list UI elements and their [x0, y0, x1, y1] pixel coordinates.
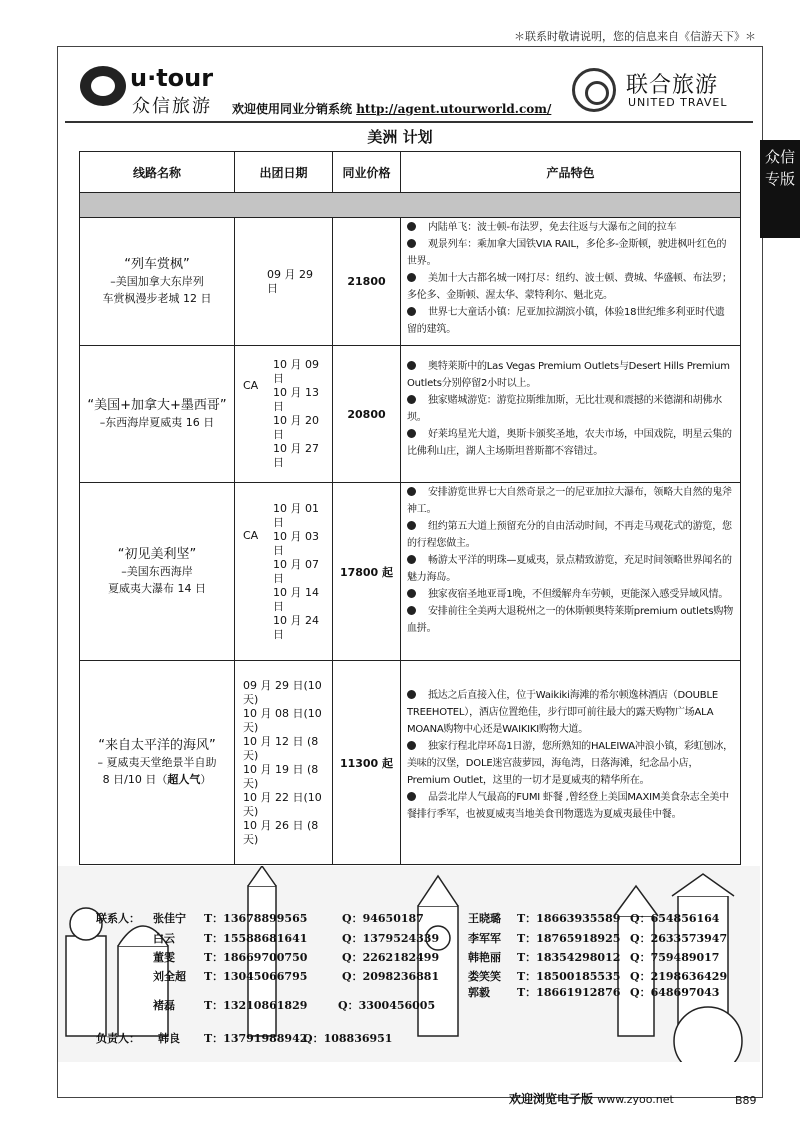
contact-label: 联系人：	[96, 912, 140, 925]
bullet-icon	[407, 429, 416, 438]
feature-item: 美加十大古都名城一网打尽：纽约、波士顿、费城、华盛顿、布法罗；多伦多、金斯顿、渥太华、蒙特利尔、魁北克。	[407, 273, 732, 301]
price-cell: 17800 起	[333, 483, 401, 661]
features-cell	[401, 661, 741, 865]
contact-name: 王晓璐	[468, 912, 501, 925]
departure-date: 10 月 26 日 (8 天)	[243, 818, 319, 846]
contact-phone: T：13045066795	[204, 970, 308, 983]
utour-logo-icon	[80, 66, 126, 106]
col-price: 同业价格	[333, 152, 401, 193]
route-title: “来自太平洋的海风”	[98, 738, 216, 753]
utour-logo-en: u·tour	[130, 64, 214, 92]
col-features: 产品特色	[401, 152, 741, 193]
departure-date: 10 月 14 日	[273, 585, 319, 613]
table-row	[80, 346, 741, 483]
departure-date: 10 月 03 日	[273, 529, 319, 557]
route-subtitle: –美国加拿大东岸列	[110, 275, 204, 288]
contact-phone: T：15588681641	[204, 932, 308, 945]
contact-phone: T：18500185535	[517, 970, 621, 983]
bullet-icon	[407, 690, 416, 699]
bullet-icon	[407, 792, 416, 801]
welcome-banner	[232, 100, 551, 117]
price-cell: 11300 起	[333, 661, 401, 865]
footer-ebook: 电子版	[557, 1092, 594, 1106]
departure-date: 10 月 01 日	[273, 501, 319, 529]
manager-name: 韩良	[158, 1032, 180, 1045]
feature-item: 奥特莱斯中的Las Vegas Premium Outlets与Desert Hills Premium Outlets分别停留2小时以上。	[407, 361, 730, 389]
col-route: 线路名称	[80, 152, 235, 193]
footer-site[interactable]: www.zyoo.net	[597, 1093, 674, 1106]
bullet-icon	[407, 521, 416, 530]
table-row	[80, 661, 741, 865]
route-title: “初见美利坚”	[117, 547, 197, 562]
departure-dates-cell	[235, 346, 333, 483]
bullet-icon	[407, 589, 416, 598]
route-name-cell	[80, 661, 235, 865]
contact-phone: T：13210861829	[204, 999, 308, 1012]
itinerary-table	[79, 151, 741, 865]
route-name-cell	[80, 218, 235, 346]
plan-title: 美洲 计划	[367, 128, 433, 146]
price-cell: 20800	[333, 346, 401, 483]
welcome-text: 欢迎使用同业分销系统	[232, 102, 353, 116]
col-date: 出团日期	[235, 152, 333, 193]
bullet-icon	[407, 395, 416, 404]
feature-item: 品尝北岸人气最高的FUMI 虾餐 ,曾经登上美国MAXIM美食杂志全美中餐排行季军，也被夏威夷当地美食刊物選选为夏威夷最佳中餐。	[407, 792, 729, 820]
contact-name: 董雯	[153, 951, 175, 964]
bullet-icon	[407, 555, 416, 564]
contact-name: 褚磊	[153, 999, 175, 1012]
departure-date: 10 月 19 日 (8 天)	[243, 762, 319, 790]
gray-band	[80, 193, 741, 218]
hot-tag: 超人气	[167, 773, 201, 786]
bullet-icon	[407, 222, 416, 231]
united-travel-logo	[572, 66, 742, 116]
bullet-icon	[407, 606, 416, 615]
contact-qq: Q：1379524339	[342, 932, 440, 945]
route-subtitle: 夏威夷大瀑布 14 日	[108, 582, 206, 595]
contact-qq: Q：654856164	[630, 912, 720, 925]
feature-item: 安排游览世界七大自然奇景之一的尼亚加拉大瀑布，领略大自然的鬼斧神工。	[407, 487, 732, 515]
route-subtitle: –美国东西海岸	[121, 565, 193, 578]
manager-qq: Q：108836951	[303, 1032, 393, 1045]
bullet-icon	[407, 307, 416, 316]
departure-date: 10 月 12 日 (8 天)	[243, 734, 319, 762]
departure-dates-cell	[235, 483, 333, 661]
bullet-icon	[407, 741, 416, 750]
feature-item: 观景列车：乘加拿大国铁VIA RAIL，多伦多-金斯顿，驶进枫叶红色的世界。	[407, 239, 727, 267]
contact-name: 李军军	[468, 932, 501, 945]
departure-date: 10 月 27 日	[273, 442, 319, 469]
header-divider	[65, 121, 753, 123]
contact-name: 刘全超	[153, 970, 186, 983]
route-subtitle: – 夏威夷天堂绝景半自助	[97, 756, 217, 769]
united-travel-logo-icon	[572, 68, 616, 112]
table-header-row	[80, 152, 741, 193]
source-note: ＊联系时敬请说明，您的信息来自《信游天下》＊	[514, 30, 756, 43]
route-name-cell	[80, 483, 235, 661]
departure-date: 09 月 29 日(10 天)	[243, 678, 322, 706]
contact-qq: Q：2198636429	[630, 970, 728, 983]
departure-date: 10 月 07 日	[273, 557, 319, 585]
airline-code: CA	[243, 378, 259, 392]
route-name-cell	[80, 346, 235, 483]
contact-name: 韩艳丽	[468, 951, 501, 964]
route-title: “列车赏枫”	[124, 257, 190, 272]
contact-qq: Q：2098236881	[342, 970, 440, 983]
side-tab: 众信专版	[760, 140, 800, 238]
features-cell	[401, 346, 741, 483]
contact-name: 娄笑笑	[468, 970, 501, 983]
price-cell: 21800	[333, 218, 401, 346]
feature-item: 纽约第五大道上预留充分的自由活动时间，不再走马观花式的游览，您的行程您做主。	[407, 521, 732, 549]
table-row	[80, 218, 741, 346]
route-subtitle: 车赏枫漫步老城 12 日	[102, 292, 212, 305]
feature-item: 安排前往全美两大退税州之一的休斯顿奥特莱斯premium outlets购物血拼。	[407, 606, 734, 634]
contact-qq: Q：3300456005	[338, 999, 436, 1012]
feature-item: 独家赌城游览：游览拉斯维加斯，无比壮观和震撼的米德湖和胡佛水坝。	[407, 395, 722, 423]
departure-date: 10 月 09 日	[273, 358, 319, 385]
features-cell	[401, 483, 741, 661]
feature-item: 独家行程北岸环岛1日游，您所熟知的HALEIWA冲浪小镇，彩虹刨冰，美味的汉堡，DOLE迷宫菠萝园，海龟湾，日落海滩，纪念品小店，Premium Outlet，这里的一切才是夏威夷的精华所在。	[407, 741, 733, 786]
departure-date: 09 月 29 日	[267, 267, 313, 295]
contact-phone: T：18669700750	[204, 951, 308, 964]
bullet-icon	[407, 487, 416, 496]
bullet-icon	[407, 273, 416, 282]
contact-qq: Q：648697043	[630, 986, 720, 999]
manager-label: 负责人：	[96, 1032, 140, 1045]
route-subtitle: 8 日/10 日（超人气）	[102, 773, 212, 786]
route-subtitle: –东西海岸夏威夷 16 日	[99, 416, 215, 429]
feature-item: 内陆单飞：波士顿-布法罗，免去往返与大瀑布之间的拉车	[407, 219, 734, 236]
agent-link[interactable]: http://agent.utourworld.com/	[356, 102, 552, 116]
bullet-icon	[407, 361, 416, 370]
route-title: “美国+加拿大+墨西哥”	[87, 398, 227, 413]
footer-banner	[509, 1090, 674, 1107]
contact-phone: T：18663935589	[517, 912, 621, 925]
contact-name: 白云	[153, 932, 175, 945]
feature-item: 独家夜宿圣地亚哥1晚，不但缓解舟车劳顿，更能深入感受异域风情。	[407, 586, 734, 603]
departure-date: 10 月 24 日	[273, 613, 319, 641]
bullet-icon	[407, 239, 416, 248]
contact-name: 张佳宁	[153, 912, 186, 925]
united-travel-en: UNITED TRAVEL	[628, 96, 728, 109]
utour-logo-cn: 众信旅游	[132, 96, 212, 117]
feature-item: 抵达之后直接入住，位于Waikiki海滩的希尔顿逸林酒店（DOUBLE TREEHOTEL），酒店位置绝佳，步行即可前往最大的露天购物广场ALA MOANA购物中心还是WAIKIKI购物大道。	[407, 690, 718, 735]
feature-item: 畅游太平洋的明珠—夏威夷，景点精致游览，充足时间领略世界闻名的魅力海岛。	[407, 555, 732, 583]
contact-phone: T：18661912876	[517, 986, 621, 999]
airline-code: CA	[243, 529, 259, 542]
contact-name: 郭毅	[468, 986, 490, 999]
manager-phone: T：13791988942	[204, 1032, 308, 1045]
feature-item: 好莱坞星光大道，奥斯卡颁奖圣地，农夫市场，中国戏院，明星云集的比佛利山庄，湖人主场斯坦普斯都不容错过。	[407, 429, 732, 457]
page-number: B89	[735, 1094, 757, 1107]
departure-date: 10 月 08 日(10 天)	[243, 706, 322, 734]
footer-welcome: 欢迎浏览	[509, 1092, 558, 1106]
departure-date: 10 月 20 日	[273, 414, 319, 441]
table-row	[80, 483, 741, 661]
contact-qq: Q：759489017	[630, 951, 720, 964]
united-travel-cn: 联合旅游	[626, 73, 719, 98]
departure-date: 10 月 22 日(10 天)	[243, 790, 322, 818]
feature-item: 世界七大童话小镇：尼亚加拉湖滨小镇，体验18世纪维多利亚时代遗留的建筑。	[407, 307, 725, 335]
contact-qq: Q：2633573947	[630, 932, 728, 945]
contact-phone: T：18354298012	[517, 951, 621, 964]
features-cell	[401, 218, 741, 346]
departure-dates-cell	[235, 661, 333, 865]
contact-phone: T：13678899565	[204, 912, 308, 925]
contact-qq: Q：2262182499	[342, 951, 440, 964]
utour-logo	[80, 64, 230, 117]
departure-date: 10 月 13 日	[273, 386, 319, 413]
contact-phone: T：18765918925	[517, 932, 621, 945]
contact-qq: Q：94650187	[342, 912, 424, 925]
departure-dates-cell	[235, 218, 333, 346]
